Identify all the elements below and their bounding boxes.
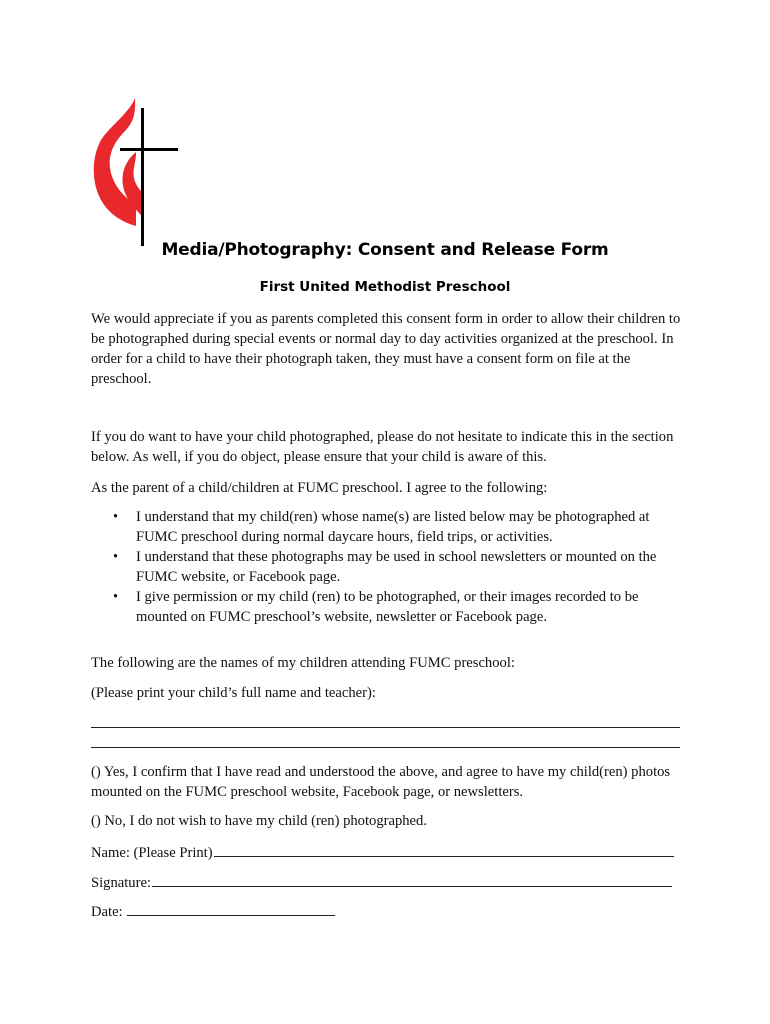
cross-vertical-bar [141,108,144,246]
signature-label: Signature: [91,875,151,891]
child-name-line-1[interactable] [91,727,680,728]
bullet-icon: • [113,549,119,565]
name-label: Name: (Please Print) [91,845,213,861]
child-name-line-2[interactable] [91,747,680,748]
cross-and-flame-logo [92,96,184,248]
name-input-line[interactable] [214,841,674,857]
list-item-text: I understand that my child(ren) whose name(s) are listed below may be photographed at FUMC preschool during normal daycare hours, field trips, or activities. [136,509,650,545]
cross-horizontal-bar [120,148,178,151]
list-item [91,587,691,627]
bullet-icon: • [113,589,119,605]
date-input-line[interactable] [127,900,335,916]
page-title: Media/Photography: Consent and Release Form [161,240,609,260]
name-field-row [91,841,674,863]
date-label: Date: [91,904,127,920]
bullet-icon: • [113,509,119,525]
list-item-text: I give permission or my child (ren) to be photographed, or their images recorded to be mounted on FUMC preschool’s website, newsletter or Facebook page. [136,589,639,625]
indicate-paragraph: If you do want to have your child photographed, please do not hesitate to indicate this in the section below. As well, if you do object, please ensure that your child is aware of this. [91,429,674,465]
agree-intro: As the parent of a child/children at FUMC preschool. I agree to the following: [91,480,548,496]
list-item [91,507,691,547]
list-item [91,547,691,587]
signature-field-row [91,871,672,893]
agreement-list [91,507,691,627]
names-intro: The following are the names of my children attending FUMC preschool: [91,655,515,671]
intro-paragraph: We would appreciate if you as parents completed this consent form in order to allow their children to be photographed during special events or normal day to day activities organized at the preschool. In order for a child to have their photograph taken, they must have a consent form on file at the preschool. [91,311,681,387]
page-subtitle: First United Methodist Preschool [259,279,511,295]
date-field-row [91,900,335,922]
names-instruction: (Please print your child’s full name and teacher): [91,685,376,701]
list-item-text: I understand that these photographs may be used in school newsletters or mounted on the FUMC website, or Facebook page. [136,549,657,585]
option-yes[interactable]: () Yes, I confirm that I have read and understood the above, and agree to have my child(ren) photos mounted on the FUMC preschool website, Facebook page, or newsletters. [91,764,671,800]
signature-input-line[interactable] [152,871,672,887]
option-no[interactable]: () No, I do not wish to have my child (ren) photographed. [91,813,427,829]
